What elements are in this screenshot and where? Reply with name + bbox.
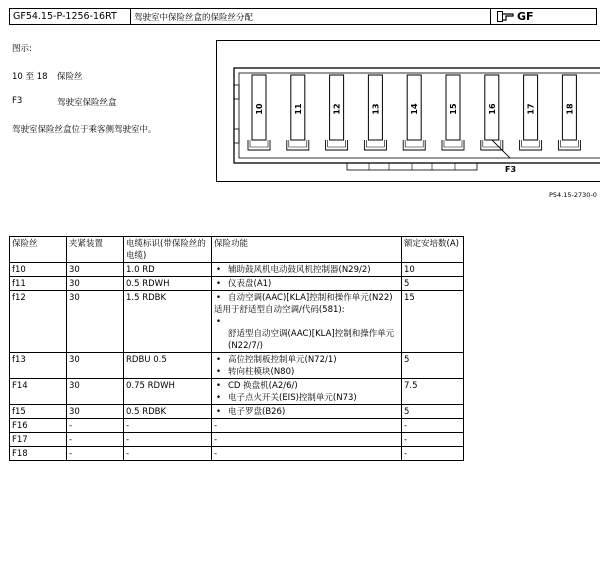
table-row: [10, 433, 464, 447]
cell-amperage: 5: [402, 277, 464, 291]
cell-amperage: 7.5: [402, 379, 464, 405]
callout-label: F3: [505, 165, 517, 174]
cell-fuse: f10: [10, 263, 67, 277]
table-row: [10, 405, 464, 419]
fuse-12: [326, 75, 348, 150]
cell-function: [212, 379, 402, 405]
fuse-table: [9, 236, 464, 461]
cell-function: [212, 263, 402, 277]
cell-function: [212, 353, 402, 379]
document-header: [9, 8, 597, 25]
pointing-hand-icon: [497, 11, 515, 22]
fuse-number: 13: [371, 103, 381, 115]
header-clamp: 夹紧装置: [67, 237, 124, 263]
brand-label: GF: [517, 10, 534, 23]
header-amperage: 额定安培数(A): [402, 237, 464, 263]
brand-cell: [491, 9, 596, 24]
cell-function: [212, 291, 402, 353]
function-line: • 转向柱模块(N80): [214, 366, 399, 378]
table-row: [10, 447, 464, 461]
doc-id: GF54.15-P-1256-16RT: [10, 9, 131, 24]
fuse-number: 17: [526, 103, 536, 115]
function-line: • 辅助鼓风机电动鼓风机控制器(N29/2): [214, 264, 399, 276]
cell-cable: RDBU 0.5: [124, 353, 212, 379]
table-row: [10, 277, 464, 291]
cell-cable: 1.5 RDBK: [124, 291, 212, 353]
table-row: [10, 419, 464, 433]
function-line: [214, 316, 399, 328]
table-row: [10, 263, 464, 277]
cell-function: [212, 447, 402, 461]
header-function: 保险功能: [212, 237, 402, 263]
legend-val-1: 保险丝: [57, 72, 83, 82]
table-header-row: [10, 237, 464, 263]
cell-amperage: 5: [402, 405, 464, 419]
function-line: • 仪表盘(A1): [214, 278, 399, 290]
fuse-box-diagram: [216, 40, 600, 182]
cell-amperage: -: [402, 419, 464, 433]
function-line: • 高位控制板控制单元(N72/1): [214, 354, 399, 366]
fuse-number: 11: [293, 103, 303, 115]
cell-clamp: 30: [67, 277, 124, 291]
cell-fuse: f13: [10, 353, 67, 379]
cell-amperage: 5: [402, 353, 464, 379]
header-cable: 电缆标识(带保险丝的电缆): [124, 237, 212, 263]
function-line: • 电子罗盘(B26): [214, 406, 399, 418]
cell-cable: -: [124, 419, 212, 433]
cell-fuse: f15: [10, 405, 67, 419]
cell-clamp: -: [67, 433, 124, 447]
function-line: -: [214, 449, 218, 459]
figure-code: P54.15-2730-0: [549, 191, 597, 199]
cell-clamp: 30: [67, 405, 124, 419]
cell-fuse: F14: [10, 379, 67, 405]
table-row: [10, 379, 464, 405]
doc-title: 驾驶室中保险丝盒的保险丝分配: [131, 9, 491, 24]
fuse-number: 12: [332, 103, 342, 115]
table-row: [10, 353, 464, 379]
fuse-number: 15: [449, 103, 458, 115]
cell-fuse: F16: [10, 419, 67, 433]
header-fuse: 保险丝: [10, 237, 67, 263]
cell-amperage: -: [402, 447, 464, 461]
fuse-number: 18: [565, 103, 575, 115]
fuse-number: 16: [487, 103, 497, 115]
fuse-10: [248, 75, 270, 150]
function-line: -: [214, 435, 218, 445]
function-line: 舒适型自动空调(AAC)[KLA]控制和操作单元(N22/7/): [228, 329, 395, 351]
cell-function: [212, 277, 402, 291]
cell-clamp: 30: [67, 263, 124, 277]
cell-cable: -: [124, 433, 212, 447]
cell-cable: 0.75 RDWH: [124, 379, 212, 405]
cell-cable: 0.5 RDBK: [124, 405, 212, 419]
cell-fuse: f12: [10, 291, 67, 353]
fuse-15: [442, 75, 464, 150]
location-note: 驾驶室保险丝盒位于乘客侧驾驶室中。: [12, 125, 157, 135]
cell-function: [212, 419, 402, 433]
fuse-number: 14: [410, 103, 420, 115]
cell-cable: 0.5 RDWH: [124, 277, 212, 291]
cell-function: [212, 405, 402, 419]
cell-amperage: 10: [402, 263, 464, 277]
function-line: • 自动空调(AAC)[KLA]控制和操作单元(N22): [214, 292, 399, 304]
cell-cable: -: [124, 447, 212, 461]
cell-amperage: -: [402, 433, 464, 447]
fuse-11: [287, 75, 309, 150]
cell-clamp: -: [67, 447, 124, 461]
legend-key-1: 10 至 18: [12, 72, 48, 82]
cell-function: [212, 433, 402, 447]
fuse-14: [403, 75, 425, 150]
function-line: • 电子点火开关(EIS)控制单元(N73): [214, 392, 399, 404]
function-line: • CD 换盘机(A2/6/): [214, 380, 399, 392]
legend-key-2: F3: [12, 96, 23, 106]
cell-amperage: 15: [402, 291, 464, 353]
cell-cable: 1.0 RD: [124, 263, 212, 277]
cell-clamp: 30: [67, 291, 124, 353]
legend-title: 图示:: [12, 44, 32, 54]
cell-clamp: 30: [67, 353, 124, 379]
function-line: 适用于舒适型自动空调/代码(581):: [214, 305, 345, 315]
cell-fuse: F17: [10, 433, 67, 447]
function-line: -: [214, 421, 218, 431]
fuse-16: [481, 75, 503, 150]
fuse-number: 10: [255, 103, 264, 115]
cell-clamp: -: [67, 419, 124, 433]
fuse-box-drawing: [217, 41, 600, 183]
cell-clamp: 30: [67, 379, 124, 405]
fuse-13: [364, 75, 386, 150]
table-row: [10, 291, 464, 353]
cell-fuse: f11: [10, 277, 67, 291]
legend-val-2: 驾驶室保险丝盒: [57, 98, 117, 108]
fuse-18: [558, 75, 580, 150]
cell-fuse: F18: [10, 447, 67, 461]
fuse-17: [520, 75, 542, 150]
